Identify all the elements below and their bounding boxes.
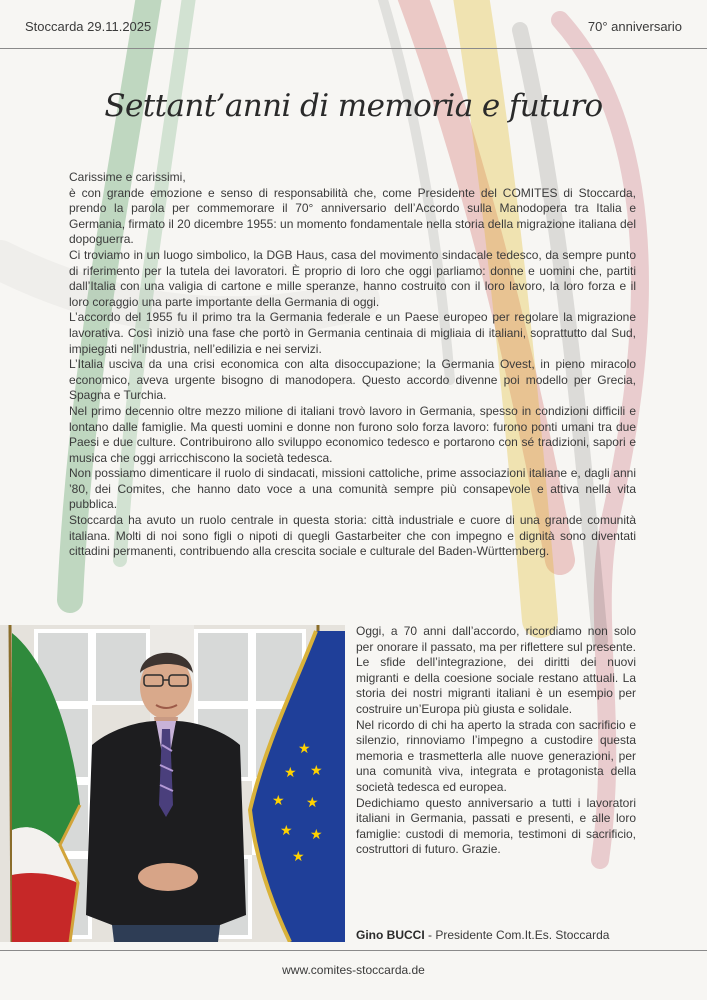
footer-website-link[interactable]: www.comites-stoccarda.de <box>282 963 425 977</box>
signature <box>356 928 646 942</box>
svg-text:★: ★ <box>280 823 293 839</box>
article-body <box>69 170 636 560</box>
article-paragraph: è con grande emozione e senso di responsabilità che, come Presidente del COMITES di Stoccarda, prendo la parola per commemorare il 70° anniversario dell’Accordo sulla Manodopera tra Italia e Germania, firmato il 20 dicembre 1955: un momento fondamentale nella storia della migrazione italiana del dopoguerra. <box>69 185 636 247</box>
article-paragraph: L’Italia usciva da una crisi economica con alta disoccupazione; la Germania Ovest, in pieno miracolo economico, aveva urgente bisogno di manodopera. Questo accordo divenne poi modello per Grecia, Spagna e Turchia. <box>69 357 636 403</box>
article-paragraph: Nel primo decennio oltre mezzo milione di italiani trovò lavoro in Germania, spesso in condizioni difficili e lontano dalle famiglie. Ma questi uomini e donne non furono solo forza lavoro: furono ponti umani tra due Paesi e due culture. Contribuirono allo sviluppo economico tedesco e portarono con sé tradizioni, sapori e musica che oggi arricchiscono la società tedesca. <box>69 403 636 465</box>
page-title: Settant’anni di memoria e futuro <box>104 88 603 124</box>
svg-text:★: ★ <box>292 849 305 865</box>
president-photo <box>0 625 345 942</box>
signature-role: - Presidente Com.It.Es. Stoccarda <box>424 928 610 942</box>
closing-column <box>356 624 636 858</box>
svg-text:★: ★ <box>310 763 323 779</box>
closing-paragraph: Nel ricordo di chi ha aperto la strada con sacrificio e silenzio, rinnoviamo l’impegno a custodire questa memoria e trasmetterla alle nuove generazioni, per una comunità viva, integrata e protagonista della società tedesca ed europea. <box>356 717 636 794</box>
svg-text:★: ★ <box>284 765 297 781</box>
header-edition: 70° anniversario <box>587 19 682 34</box>
article-paragraph: Non possiamo dimenticare il ruolo di sindacati, missioni cattoliche, prime associazioni italiane e, dagli anni ’80, dei Comites, che hanno dato voce a una comunità sempre più consapevole e attiva nella vita pubblica. <box>69 466 636 512</box>
svg-text:★: ★ <box>306 795 319 811</box>
svg-text:★: ★ <box>298 741 311 757</box>
svg-text:★: ★ <box>272 793 285 809</box>
closing-paragraph: Oggi, a 70 anni dall’accordo, ricordiamo non solo per onorare il passato, ma per riflettere sul presente. Le sfide dell’integrazione, dei diritti dei nuovi migranti e della coesione sociale restano attuali. La storia dei nostri migranti italiani è un esempio per costruire un’Europa più giusta e solidale. <box>356 624 636 716</box>
svg-text:★: ★ <box>310 827 323 843</box>
footer-divider <box>0 950 707 951</box>
signature-name: Gino BUCCI <box>356 928 425 942</box>
article-paragraph: Carissime e carissimi, <box>69 170 186 184</box>
header-place-date: Stoccarda 29.11.2025 <box>25 19 152 34</box>
closing-paragraph: Dedichiamo questo anniversario a tutti i lavoratori italiani in Germania, passati e presenti, e alle loro famiglie: custodi di memoria, testimoni di sacrificio, costruttori di futuro. Grazie. <box>356 795 636 857</box>
article-paragraph: Ci troviamo in un luogo simbolico, la DGB Haus, casa del movimento sindacale tedesco, da sempre punto di riferimento per la tutela dei lavoratori. È proprio di loro che oggi parliamo: donne e uomini che, partiti dall’Italia con una valigia di cartone e mille speranze, hanno costruito con il loro lavoro, la loro forza e il loro coraggio una parte importante della Germania di oggi. <box>69 247 636 309</box>
article-paragraph: L’accordo del 1955 fu il primo tra la Germania federale e un Paese europeo per regolare la migrazione lavorativa. Così iniziò una fase che portò in Germania centinaia di migliaia di italiani, soprattutto dal Sud, impiegati nell’industria, nell’edilizia e nei servizi. <box>69 310 636 356</box>
article-paragraph: Stoccarda ha avuto un ruolo centrale in questa storia: città industriale e cuore di una grande comunità italiana. Molti di noi sono figli o nipoti di quegli Gastarbeiter che con impegno e dignità sono diventati cittadini permanenti, contribuendo alla crescita sociale e culturale del Baden-Württemberg. <box>69 513 636 559</box>
header-divider <box>0 48 707 49</box>
